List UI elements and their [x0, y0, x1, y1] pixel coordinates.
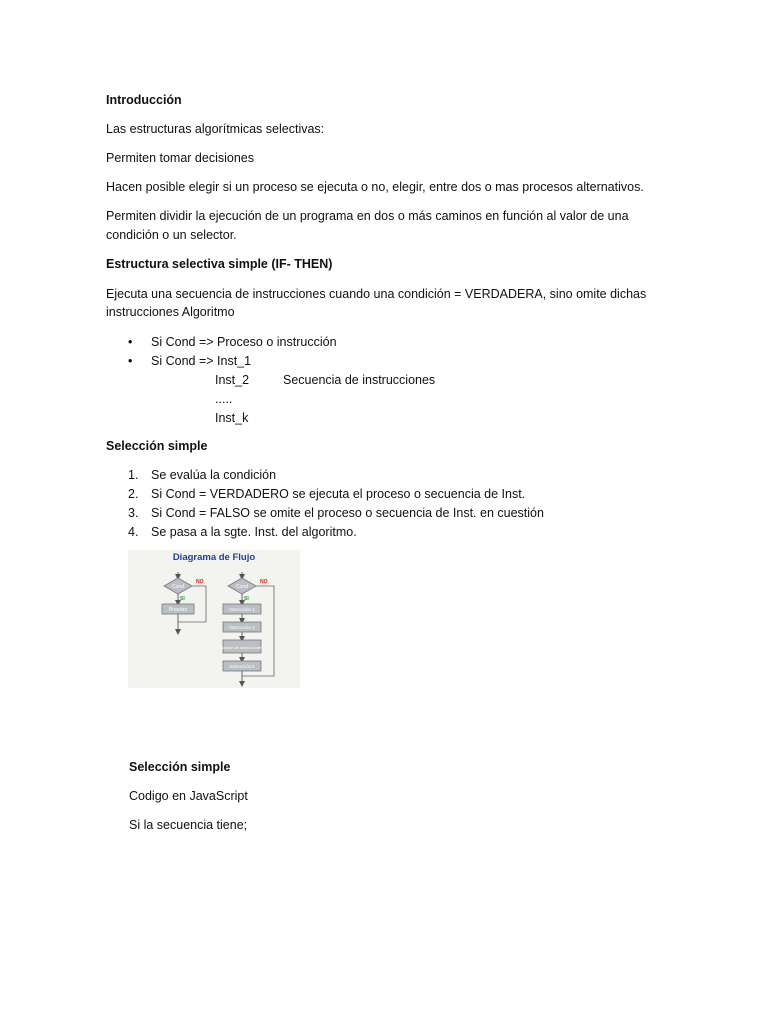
heading-introduccion: Introducción — [106, 93, 182, 107]
paragraph-codigo: Codigo en JavaScript — [129, 789, 248, 803]
decision-left-label: Cond — [172, 584, 184, 590]
bullet-item: Si Cond => Inst_1 — [151, 354, 252, 368]
process-left-label: Proceso — [168, 607, 188, 613]
heading-if-then: Estructura selectiva simple (IF- THEN) — [106, 257, 333, 271]
paragraph-dividir-line2: condición o un selector. — [106, 228, 237, 242]
instruction-block-label: Bloque de Instrucciones — [220, 645, 264, 650]
heading-seleccion-simple-2: Selección simple — [129, 760, 231, 774]
paragraph-ejecuta-line2: instrucciones Algoritmo — [106, 305, 235, 319]
paragraph-estructuras: Las estructuras algorítmicas selectivas: — [106, 122, 325, 136]
paragraph-secuencia: Si la secuencia tiene; — [129, 818, 248, 832]
heading-seleccion-simple: Selección simple — [106, 439, 208, 453]
yes-label-right: SI — [244, 596, 249, 602]
inst-k-label: Inst_k — [215, 411, 249, 425]
step-item: Se evalúa la condición — [151, 468, 277, 482]
sequence-label: Secuencia de instrucciones — [283, 373, 436, 387]
instruction-box-label: Instrucción 1 — [229, 607, 255, 612]
step-item: Si Cond = FALSO se omite el proceso o secuencia de Inst. en cuestión — [151, 506, 544, 520]
step-number: 2. — [128, 487, 139, 501]
paragraph-ejecuta-line1: Ejecuta una secuencia de instrucciones cuando una condición = VERDADERA, sino omite dichas — [106, 287, 647, 301]
flowchart-diagram — [128, 550, 300, 688]
step-number: 4. — [128, 525, 139, 539]
paragraph-dividir-line1: Permiten dividir la ejecución de un programa en dos o más caminos en función al valor de una — [106, 209, 629, 223]
inst-2-label: Inst_2 — [215, 373, 250, 387]
step-number: 1. — [128, 468, 139, 482]
yes-label-left: SI — [180, 596, 185, 602]
no-label-right: NO — [260, 579, 268, 585]
instruction-box-label: Instrucción k — [229, 664, 255, 669]
step-number: 3. — [128, 506, 139, 520]
bullet-item: Si Cond => Proceso o instrucción — [151, 335, 337, 349]
step-item: Se pasa a la sgte. Inst. del algoritmo. — [151, 525, 357, 539]
paragraph-elegir: Hacen posible elegir si un proceso se ejecuta o no, elegir, entre dos o mas procesos alternativos. — [106, 180, 644, 194]
flowchart-figure — [128, 550, 300, 688]
decision-right-label: Cond — [236, 584, 248, 590]
step-item: Si Cond = VERDADERO se ejecuta el proceso o secuencia de Inst. — [151, 487, 526, 501]
no-label-left: NO — [196, 579, 204, 585]
ellipsis-label: ..... — [215, 392, 233, 406]
flowchart-title: Diagrama de Flujo — [172, 552, 256, 563]
paragraph-decisiones: Permiten tomar decisiones — [106, 151, 254, 165]
bullet-dot: • — [128, 354, 133, 368]
bullet-dot: • — [128, 335, 133, 349]
instruction-box-label: Instrucción 2 — [229, 625, 255, 630]
